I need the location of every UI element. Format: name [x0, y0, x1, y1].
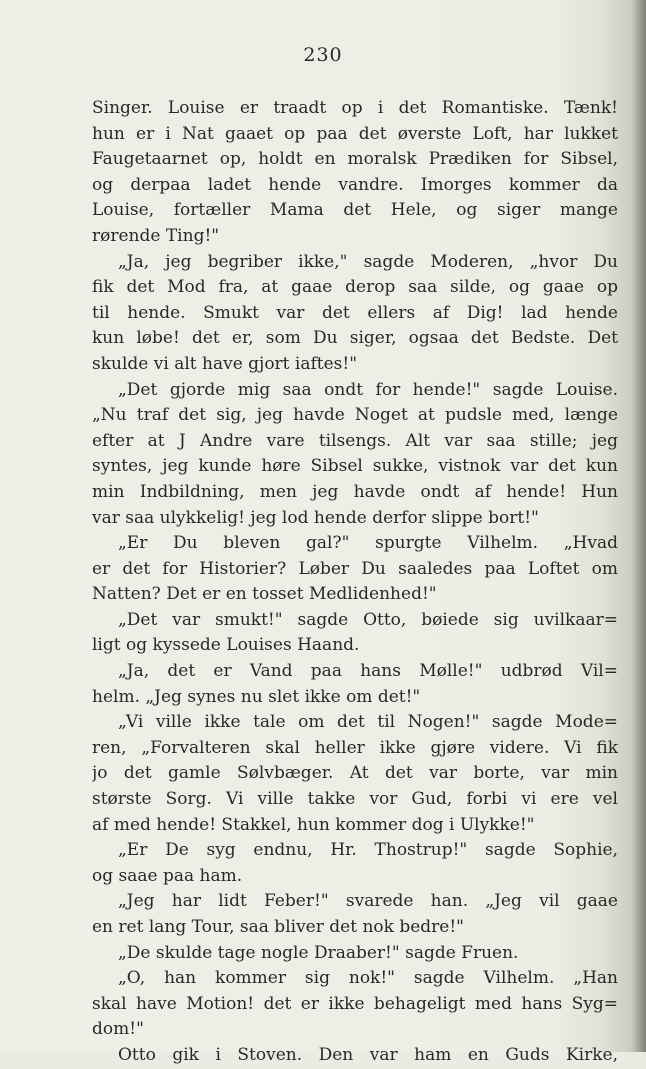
text-line: efter at J Andre vare tilsengs. Alt var saa stille; jeg	[92, 430, 618, 451]
body-text	[92, 96, 618, 1069]
text-line: en ret lang Tour, saa bliver det nok bedre!"	[92, 917, 464, 937]
text-line: „Er Du bleven gal?" spurgte Vilhelm. „Hvad	[118, 533, 618, 554]
text-line: jo det gamle Sølvbæger. At det var borte, var min	[92, 763, 618, 784]
text-line: er det for Historier? Løber Du saaledes paa Loftet om	[92, 558, 618, 579]
text-line: ligt og kyssede Louises Haand.	[92, 635, 360, 656]
text-line: Otto gik i Stoven. Den var ham en Guds Kirke,	[118, 1044, 618, 1065]
text-line: største Sorg. Vi ville takke vor Gud, forbi vi ere vel	[92, 789, 618, 810]
text-line: „Det var smukt!" sagde Otto, bøiede sig uvilkaar=	[118, 609, 618, 630]
text-line: Singer. Louise er traadt op i det Romantiske. Tænk!	[92, 98, 618, 118]
text-line: skulde vi alt have gjort iaftes!"	[92, 353, 358, 374]
text-line: helm. „Jeg synes nu slet ikke om det!"	[92, 686, 421, 707]
page-number: 230	[303, 44, 343, 66]
text-line: „Det gjorde mig saa ondt for hende!" sagde Louise.	[118, 379, 618, 400]
text-line: „Vi ville ikke tale om det til Nogen!" sagde Mode=	[118, 712, 618, 733]
text-line: „Er De syg endnu, Hr. Thostrup!" sagde Sophie,	[118, 840, 618, 861]
page-edge	[632, 0, 646, 1052]
text-line: og saae paa ham.	[92, 865, 243, 886]
text-line: „Jeg har lidt Feber!" svarede han. „Jeg vil gaae	[118, 891, 618, 912]
text-line: til hende. Smukt var det ellers af Dig! lad hende	[92, 302, 618, 323]
text-line: hun er i Nat gaaet op paa det øverste Loft, har lukket	[92, 123, 618, 144]
text-line: Faugetaarnet op, holdt en moralsk Prædiken for Sibsel,	[92, 149, 618, 170]
text-line: og derpaa ladet hende vandre. Imorges kommer da	[92, 174, 618, 195]
text-line: rørende Ting!"	[92, 225, 220, 246]
text-line: min Indbildning, men jeg havde ondt af hende! Hun	[92, 481, 618, 502]
text-line: „Ja, det er Vand paa hans Mølle!" udbrød Vil=	[118, 661, 618, 682]
text-line: var saa ulykkelig! jeg lod hende derfor slippe bort!"	[92, 507, 539, 528]
text-line: dom!"	[92, 1019, 144, 1040]
text-line: Natten? Det er en tosset Medlidenhed!"	[92, 584, 437, 605]
text-line: „De skulde tage nogle Draaber!" sagde Fruen.	[118, 942, 519, 963]
text-line: Louise, fortæller Mama det Hele, og siger mange	[92, 200, 618, 221]
text-line: „Ja, jeg begriber ikke," sagde Moderen, „hvor Du	[118, 251, 618, 272]
text-line: skal have Motion! det er ikke behageligt med hans Syg=	[92, 993, 618, 1014]
text-line: fik det Mod fra, at gaae derop saa silde, og gaae op	[92, 277, 618, 298]
text-line: kun løbe! det er, som Du siger, ogsaa det Bedste. Det	[92, 328, 618, 349]
text-line: „O, han kommer sig nok!" sagde Vilhelm. „Han	[118, 968, 618, 989]
text-line: „Nu traf det sig, jeg havde Noget at pudsle med, længe	[92, 405, 618, 426]
text-line: ren, „Forvalteren skal heller ikke gjøre videre. Vi fik	[92, 737, 618, 758]
text-line: syntes, jeg kunde høre Sibsel sukke, vistnok var det kun	[92, 456, 618, 477]
text-line: af med hende! Stakkel, hun kommer dog i Ulykke!"	[92, 814, 535, 835]
